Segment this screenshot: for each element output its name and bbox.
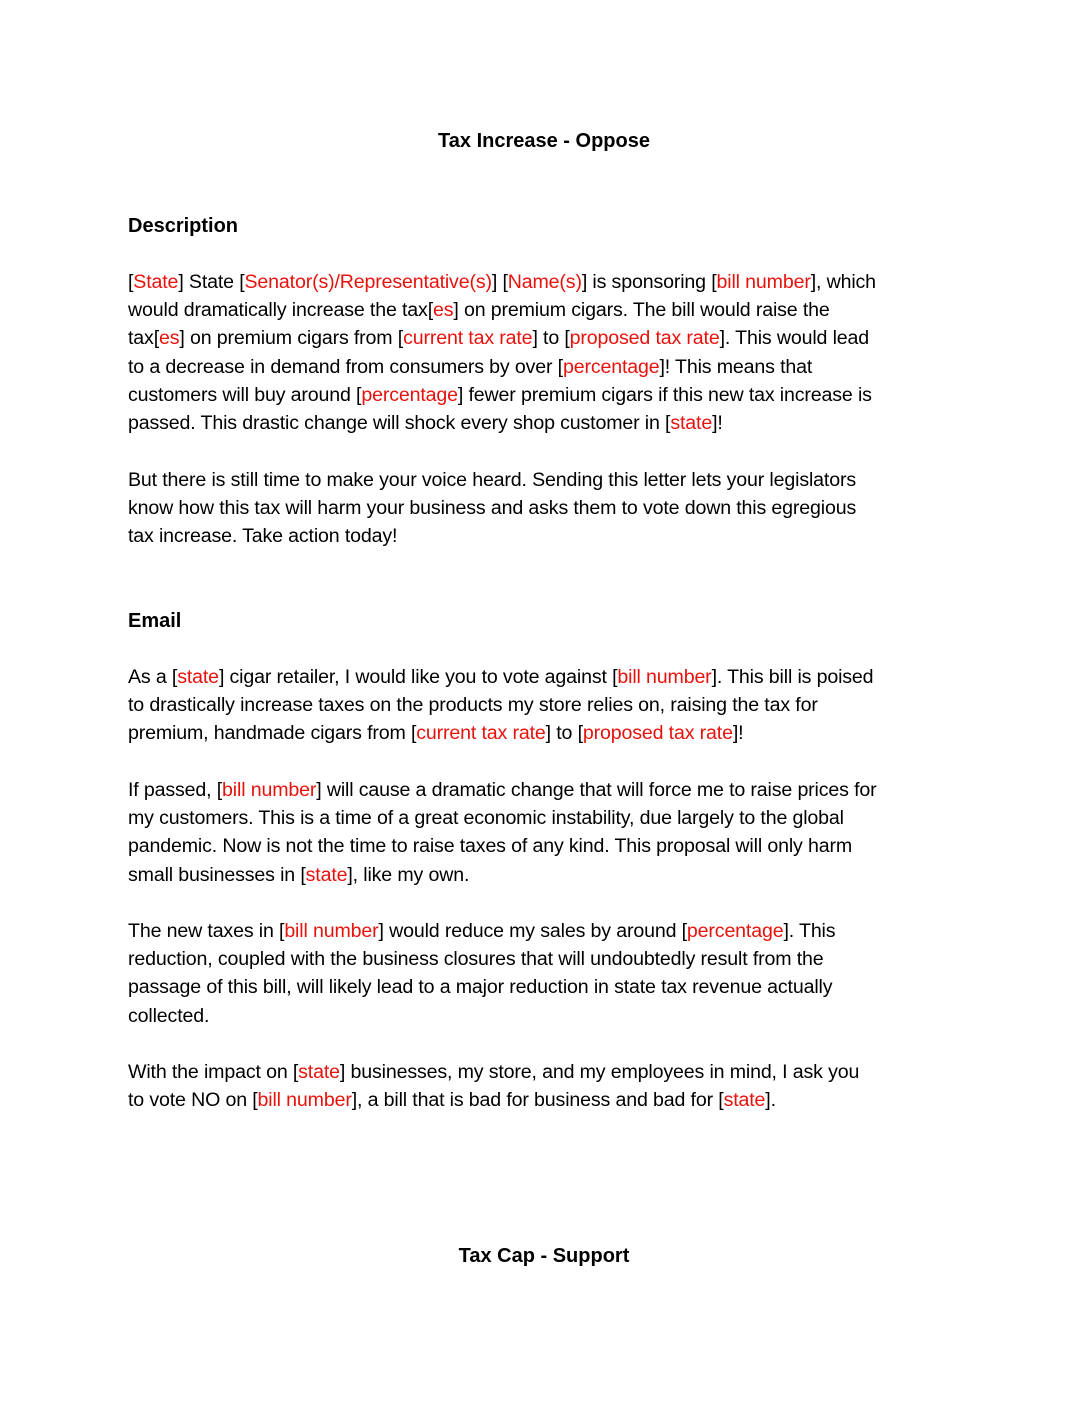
body-text: premium, handmade cigars from [ (128, 722, 417, 745)
text-line (128, 1058, 968, 1086)
text-line (128, 409, 968, 437)
text-line (128, 691, 968, 719)
placeholder-field: proposed tax rate (569, 327, 720, 350)
text-line (128, 973, 968, 1001)
text-line (128, 353, 968, 381)
body-text: to drastically increase taxes on the products my store relies on, raising the tax for (128, 694, 818, 717)
body-text: ]. (765, 1089, 776, 1112)
body-text: ]! (732, 722, 744, 745)
text-line (128, 917, 968, 945)
placeholder-field: bill number (617, 666, 712, 688)
body-text: pandemic. Now is not the time to raise taxes of any kind. This proposal will only harm (128, 835, 853, 858)
placeholder-field: percentage (361, 383, 458, 406)
email-heading: Email (128, 610, 182, 632)
description-paragraph-2 (128, 466, 968, 551)
text-line (128, 1002, 968, 1030)
text-line (128, 381, 968, 409)
body-text: ]. This would lead (719, 327, 870, 350)
body-text: ]. This bill is poised (711, 666, 874, 688)
placeholder-field: es (158, 327, 180, 350)
body-text: ]! (712, 412, 723, 435)
placeholder-field: state (298, 1061, 340, 1083)
body-text: ] cigar retailer, I would like you to vote against [ (218, 666, 618, 688)
email-paragraph-3 (128, 917, 968, 1030)
body-text: The new taxes in [ (128, 920, 285, 942)
placeholder-field: current tax rate (403, 327, 533, 350)
email-paragraph-1 (128, 663, 968, 748)
body-text: ] businesses, my store, and my employees in mind, I ask you (339, 1061, 860, 1083)
body-text: ], which (810, 271, 876, 293)
text-line (128, 776, 968, 804)
body-text: But there is still time to make your voice heard. Sending this letter lets your legislators (128, 469, 856, 491)
placeholder-field: State (133, 271, 179, 293)
body-text: know how this tax will harm your business and asks them to vote down this egregious (128, 497, 857, 520)
placeholder-field: proposed tax rate (582, 722, 733, 745)
placeholder-field: current tax rate (416, 722, 546, 745)
body-text: ], a bill that is bad for business and bad for [ (351, 1089, 724, 1112)
body-text: ]! This means that (659, 355, 813, 378)
placeholder-field: state (723, 1089, 766, 1112)
placeholder-field: percentage (686, 920, 784, 942)
body-text: ] fewer premium cigars if this new tax increase is (457, 383, 872, 406)
body-text: tax[ (128, 327, 159, 350)
body-text: customers will buy around [ (128, 383, 362, 406)
placeholder-field: Name(s) (507, 271, 582, 293)
body-text: tax increase. Take action today! (128, 525, 398, 548)
text-line (128, 494, 968, 522)
body-text: ] to [ (545, 722, 583, 745)
body-text: my customers. This is a time of a great economic instability, due largely to the global (128, 807, 844, 830)
body-text: ] is sponsoring [ (581, 271, 717, 293)
body-text: ] [ (491, 271, 508, 293)
description-paragraph-1 (128, 268, 968, 437)
text-line (128, 804, 968, 832)
body-text: If passed, [ (128, 779, 223, 801)
next-section-title: Tax Cap - Support (458, 1245, 630, 1267)
placeholder-field: bill number (257, 1089, 352, 1112)
body-text: ] on premium cigars. The bill would raise the (453, 299, 830, 322)
body-text: would dramatically increase the tax[ (128, 299, 433, 322)
body-text: small businesses in [ (128, 863, 306, 886)
body-text: As a [ (128, 666, 178, 688)
email-paragraph-2 (128, 776, 968, 889)
body-text: passage of this bill, will likely lead to a major reduction in state tax revenue actually (128, 976, 833, 999)
placeholder-field: bill number (222, 779, 317, 801)
text-line (128, 663, 968, 691)
placeholder-field: state (177, 666, 219, 688)
placeholder-field: percentage (562, 355, 660, 378)
text-line (128, 466, 968, 494)
body-text: ] would reduce my sales by around [ (378, 920, 687, 942)
placeholder-field: bill number (284, 920, 379, 942)
placeholder-field: bill number (716, 271, 811, 293)
text-line (128, 861, 968, 889)
text-line (128, 268, 968, 296)
text-line (128, 832, 968, 860)
text-line (128, 324, 968, 352)
placeholder-field: state (670, 412, 713, 435)
body-text: ]. This (783, 920, 836, 942)
body-text: [ (128, 271, 134, 293)
body-text: ] State [ (178, 271, 245, 293)
body-text: reduction, coupled with the business closures that will undoubtedly result from the (128, 948, 824, 971)
email-paragraph-4 (128, 1058, 968, 1114)
body-text: ] will cause a dramatic change that will force me to raise prices for (316, 779, 877, 801)
body-text: to a decrease in demand from consumers by over [ (128, 355, 563, 378)
body-text: collected. (128, 1004, 210, 1027)
body-text: ], like my own. (347, 863, 470, 886)
text-line (128, 296, 968, 324)
text-line (128, 1086, 968, 1114)
description-heading: Description (128, 215, 239, 237)
body-text: ] on premium cigars from [ (179, 327, 404, 350)
text-line (128, 719, 968, 747)
body-text: With the impact on [ (128, 1061, 299, 1083)
body-text: ] to [ (532, 327, 570, 350)
placeholder-field: es (432, 299, 454, 322)
text-line (128, 945, 968, 973)
placeholder-field: state (305, 863, 348, 886)
body-text: passed. This drastic change will shock every shop customer in [ (128, 412, 671, 435)
placeholder-field: Senator(s)/Representative(s) (244, 271, 492, 293)
document-title: Tax Increase - Oppose (438, 130, 650, 152)
body-text: to vote NO on [ (128, 1089, 258, 1112)
text-line (128, 522, 968, 550)
